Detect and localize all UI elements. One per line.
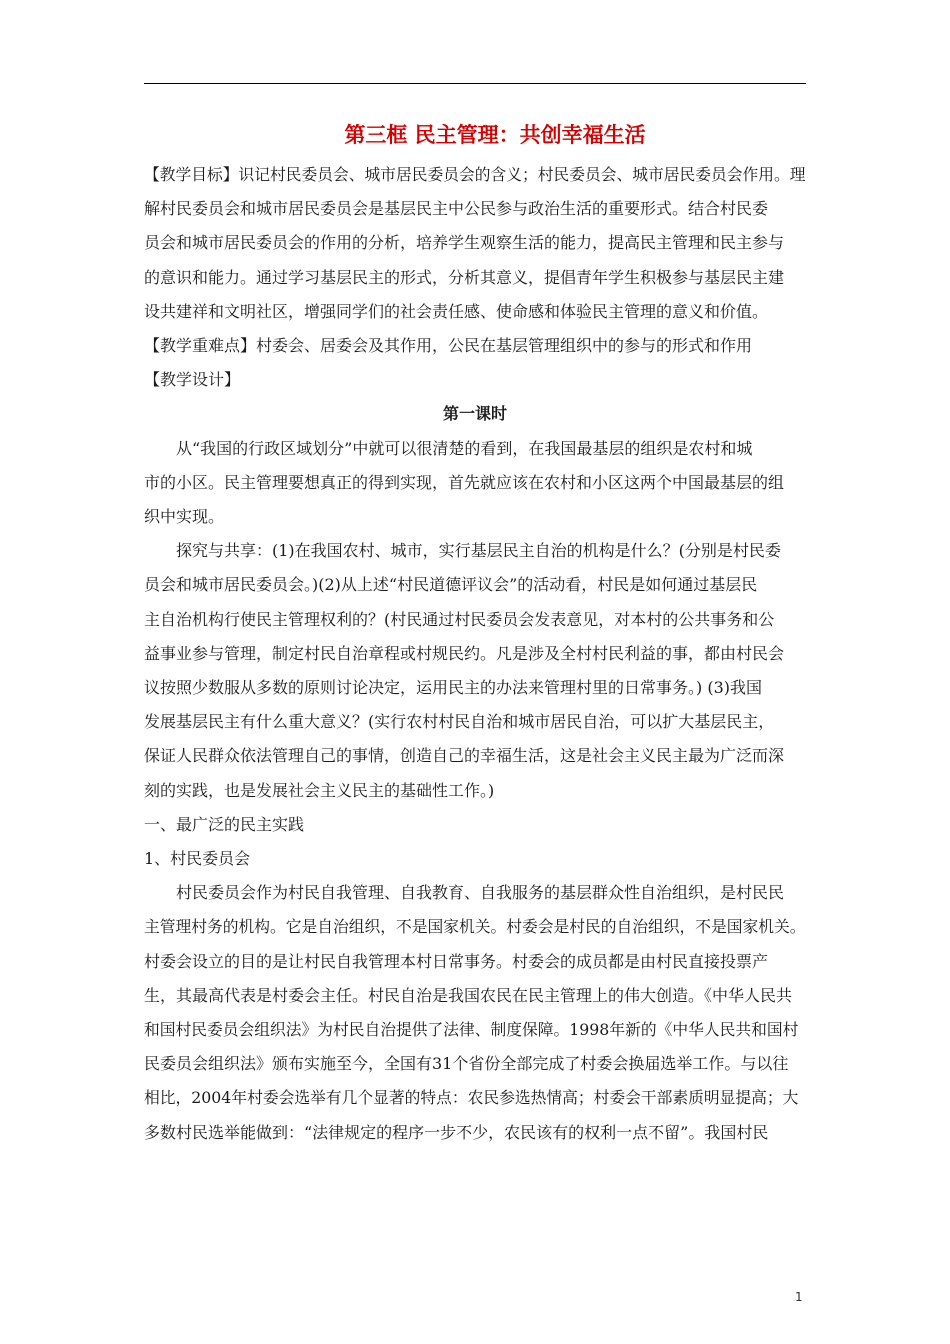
- paragraph-line: 员会和城市居民委员会。)(2)从上述“村民道德评议会”的活动看，村民是如何通过基层民: [144, 575, 758, 595]
- paragraph-line: 益事业参与管理，制定村民自治章程或村规民约。凡是涉及全村村民利益的事，都由村民会: [144, 643, 785, 663]
- key-points: 【教学重难点】村委会、居委会及其作用，公民在基层管理组织中的参与的形式和作用: [144, 336, 753, 356]
- explore-paragraph: [144, 534, 806, 808]
- paragraph-line: 村委会设立的目的是让村民自我管理本村日常事务。村委会的成员都是由村民直接投票产: [144, 951, 769, 971]
- intro-paragraph: [144, 432, 806, 535]
- paragraph-line: 村民委员会作为村民自我管理、自我教育、自我服务的基层群众性自治组织，是村民民: [176, 883, 785, 903]
- teaching-objectives: [144, 158, 806, 329]
- design-label: 【教学设计】: [144, 370, 241, 390]
- objectives-line: 设共建祥和文明社区，增强同学们的社会责任感、使命感和体验民主管理的意义和价值。: [144, 301, 769, 321]
- body-paragraph: [144, 876, 806, 1150]
- paragraph-line: 发展基层民主有什么重大意义？(实行农村村民自治和城市居民自治，可以扩大基层民主，: [144, 712, 775, 732]
- paragraph-line: 和国村民委员会组织法》为村民自治提供了法律、制度保障。1998年新的《中华人民共和国村: [144, 1020, 799, 1040]
- paragraph-line: 民委员会组织法》颁布实施至今，全国有31个省份全部完成了村委会换届选举工作。与以往: [144, 1054, 789, 1074]
- objectives-line: 【教学目标】识记村民委员会、城市居民委员会的含义；村民委员会、城市居民委员会作用。理: [144, 165, 806, 184]
- paragraph-line: 主自治机构行使民主管理权利的？(村民通过村民委员会发表意见，对本村的公共事务和公: [144, 609, 775, 629]
- paragraph-line: 多数村民选举能做到：“法律规定的程序一步不少，农民该有的权利一点不留”。我国村民: [144, 1122, 769, 1142]
- paragraph-line: 相比，2004年村委会选举有几个显著的特点：农民参选热情高；村委会干部素质明显提高；大: [144, 1088, 799, 1108]
- paragraph-line: 市的小区。民主管理要想真正的得到实现，首先就应该在农村和小区这两个中国最基层的组: [144, 472, 785, 492]
- subsection-heading: 1、村民委员会: [144, 849, 251, 869]
- document-body: [144, 118, 806, 1150]
- page-number: 1: [795, 1290, 803, 1304]
- objectives-line: 解村民委员会和城市居民委员会是基层民主中公民参与政治生活的重要形式。结合村民委: [144, 199, 769, 219]
- lesson-title: 第一课时: [442, 404, 507, 424]
- objectives-line: 员会和城市居民委员会的作用的分析，培养学生观察生活的能力，提高民主管理和民主参与: [144, 233, 785, 253]
- paragraph-line: 主管理村务的机构。它是自治组织，不是国家机关。村委会是村民的自治组织，不是国家机关。: [144, 917, 806, 937]
- header-rule: [144, 83, 806, 84]
- section-heading: 一、最广泛的民主实践: [144, 814, 305, 834]
- paragraph-line: 生，其最高代表是村委会主任。村民自治是我国农民在民主管理上的伟大创造。《中华人民共: [144, 985, 793, 1005]
- paragraph-line: 织中实现。: [144, 507, 225, 527]
- document-title: 第三框 民主管理：共创幸福生活: [344, 122, 646, 147]
- objectives-line: 的意识和能力。通过学习基层民主的形式，分析其意义，提倡青年学生积极参与基层民主建: [144, 267, 785, 287]
- paragraph-line: 刻的实践，也是发展社会主义民主的基础性工作。): [144, 780, 495, 800]
- paragraph-line: 探究与共享：(1)在我国农村、城市，实行基层民主自治的机构是什么？(分别是村民委: [176, 541, 781, 561]
- paragraph-line: 保证人民群众依法管理自己的事情，创造自己的幸福生活，这是社会主义民主最为广泛而深: [144, 746, 785, 766]
- paragraph-line: 议按照少数服从多数的原则讨论决定，运用民主的办法来管理村里的日常事务。) (3)我国: [144, 678, 762, 698]
- paragraph-line: 从“我国的行政区域划分”中就可以很清楚的看到，在我国最基层的组织是农村和城: [176, 438, 753, 458]
